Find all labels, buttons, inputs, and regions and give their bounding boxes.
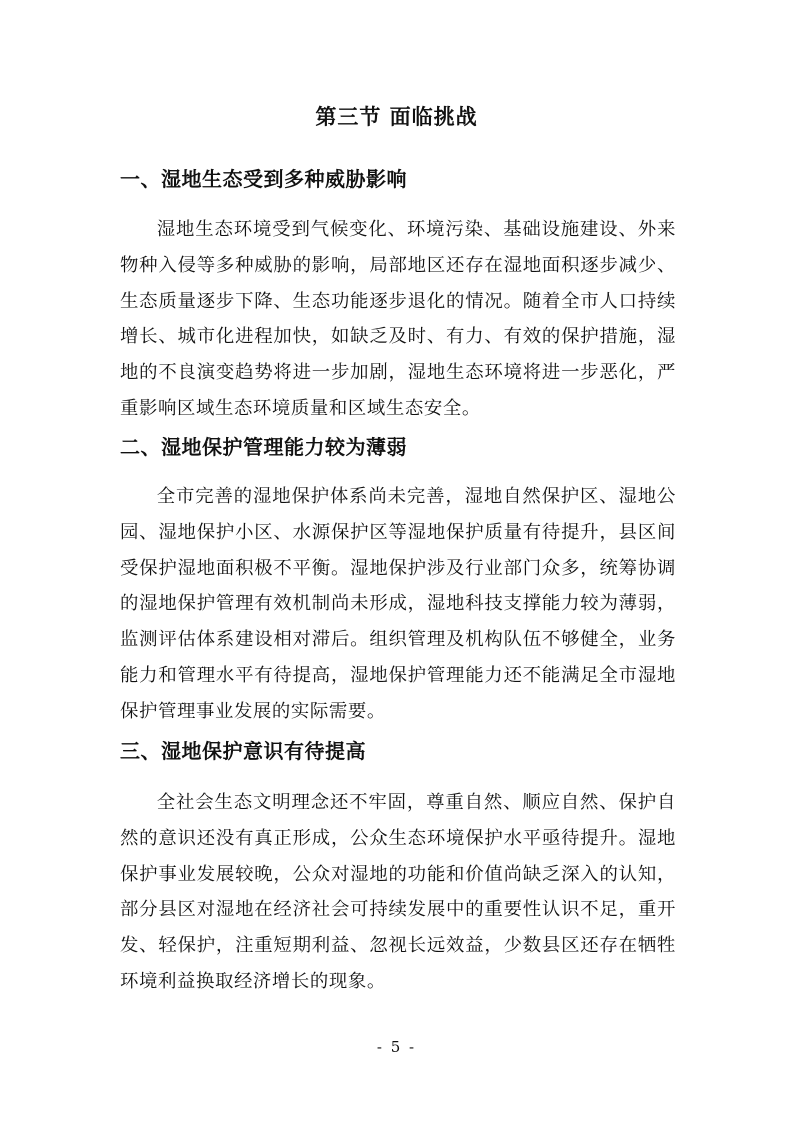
page-number: - 5 - bbox=[376, 1038, 417, 1056]
paragraph-wetland-threats: 湿地生态环境受到气候变化、环境污染、基础设施建设、外来物种入侵等多种威胁的影响，局部地区还存在湿地面积逐步减少、生态质量逐步下降、生态功能逐步退化的情况。随着全市人口持续增长、城市化进程加快，如缺乏及时、有力、有效的保护措施，湿地的不良演变趋势将进一步加剧，湿地生态环境将进一步恶化，严重影响区域生态环境质量和区域生态安全。 bbox=[120, 219, 676, 419]
heading-protection-awareness: 三、湿地保护意识有待提高 bbox=[120, 739, 366, 763]
paragraph-protection-awareness: 全社会生态文明理念还不牢固，尊重自然、顺应自然、保护自然的意识还没有真正形成，公众生态环境保护水平亟待提升。湿地保护事业发展较晚，公众对湿地的功能和价值尚缺乏深入的认知，部分县区对湿地在经济社会可持续发展中的重要性认识不足，重开发、轻保护，注重短期利益、忽视长远效益，少数县区还存在牺牲环境利益换取经济增长的现象。 bbox=[120, 792, 676, 992]
heading-wetland-threats: 一、湿地生态受到多种威胁影响 bbox=[120, 167, 407, 191]
paragraph-management-capacity: 全市完善的湿地保护体系尚未完善，湿地自然保护区、湿地公园、湿地保护小区、水源保护区等湿地保护质量有待提升，县区间受保护湿地面积极不平衡。湿地保护涉及行业部门众多，统筹协调的湿地保护管理有效机制尚未形成，湿地科技支撑能力较为薄弱，监测评估体系建设相对滞后。组织管理及机构队伍不够健全，业务能力和管理水平有待提高，湿地保护管理能力还不能满足全市湿地保护管理事业发展的实际需要。 bbox=[120, 486, 676, 722]
section-title: 第三节 面临挑战 bbox=[315, 105, 478, 129]
heading-management-capacity: 二、湿地保护管理能力较为薄弱 bbox=[120, 435, 407, 459]
